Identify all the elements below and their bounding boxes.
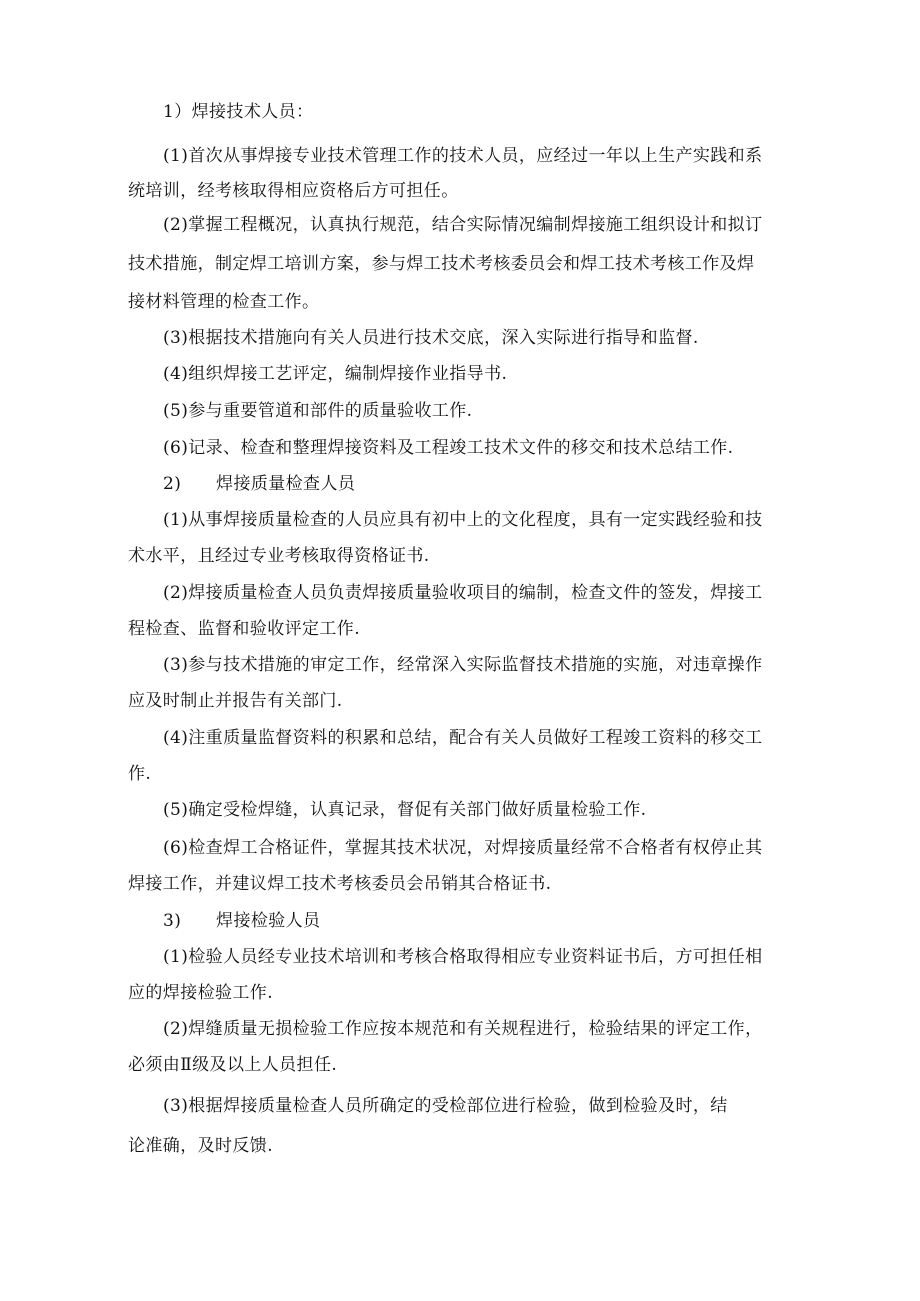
section-heading-welding-inspectors: 3) 焊接检验人员 <box>163 911 321 931</box>
section-heading-quality-inspectors: 2) 焊接质量检查人员 <box>163 474 356 494</box>
paragraph-line: (3)根据焊接质量检查人员所确定的受检部位进行检验，做到检验及时，结 <box>163 1096 728 1116</box>
paragraph-line: (1)首次从事焊接专业技术管理工作的技术人员，应经过一年以上生产实践和系 <box>163 146 763 166</box>
paragraph-line: (3)根据技术措施向有关人员进行技术交底，深入实际进行指导和监督. <box>163 328 699 348</box>
paragraph-line: 技术措施，制定焊工培训方案，参与焊工技术考核委员会和焊工技术考核工作及焊 <box>128 254 755 274</box>
paragraph-line: 统培训，经考核取得相应资格后方可担任。 <box>128 181 459 201</box>
paragraph-line: 必须由Ⅱ级及以上人员担任. <box>128 1055 338 1075</box>
paragraph-line: 论准确，及时反馈. <box>128 1136 274 1156</box>
paragraph-line: 焊接工作，并建议焊工技术考核委员会吊销其合格证书. <box>128 874 552 894</box>
section-heading-welding-technicians: 1）焊接技术人员： <box>163 102 314 122</box>
paragraph-line: 术水平，且经过专业考核取得资格证书. <box>128 546 430 566</box>
paragraph-line: (5)参与重要管道和部件的质量验收工作. <box>163 401 473 421</box>
paragraph-line: (3)参与技术措施的审定工作，经常深入实际监督技术措施的实施，对违章操作 <box>163 655 763 675</box>
paragraph-line: (6)记录、检查和整理焊接资料及工程竣工技术文件的移交和技术总结工作. <box>163 438 734 458</box>
paragraph-line: (4)注重质量监督资料的积累和总结，配合有关人员做好工程竣工资料的移交工 <box>163 728 763 748</box>
paragraph-line: 作. <box>128 764 152 784</box>
paragraph-line: (6)检查焊工合格证件，掌握其技术状况，对焊接质量经常不合格者有权停止其 <box>163 838 763 858</box>
paragraph-line: (1)检验人员经专业技术培训和考核合格取得相应专业资料证书后，方可担任相 <box>163 947 763 967</box>
paragraph-line: (2)焊缝质量无损检验工作应按本规范和有关规程进行，检验结果的评定工作， <box>163 1019 763 1039</box>
paragraph-line: 应的焊接检验工作. <box>128 983 274 1003</box>
paragraph-line: (2)焊接质量检查人员负责焊接质量验收项目的编制，检查文件的签发，焊接工 <box>163 583 763 603</box>
paragraph-line: (2)掌握工程概况，认真执行规范，结合实际情况编制焊接施工组织设计和拟订 <box>163 215 763 235</box>
paragraph-line: (4)组织焊接工艺评定，编制焊接作业指导书. <box>163 364 508 384</box>
paragraph-line: 程检查、监督和验收评定工作. <box>128 619 361 639</box>
paragraph-line: (5)确定受检焊缝，认真记录，督促有关部门做好质量检验工作. <box>163 800 647 820</box>
paragraph-line: (1)从事焊接质量检查的人员应具有初中上的文化程度，具有一定实践经验和技 <box>163 510 763 530</box>
paragraph-line: 应及时制止并报告有关部门. <box>128 691 343 711</box>
paragraph-line: 接材料管理的检查工作。 <box>128 292 320 312</box>
